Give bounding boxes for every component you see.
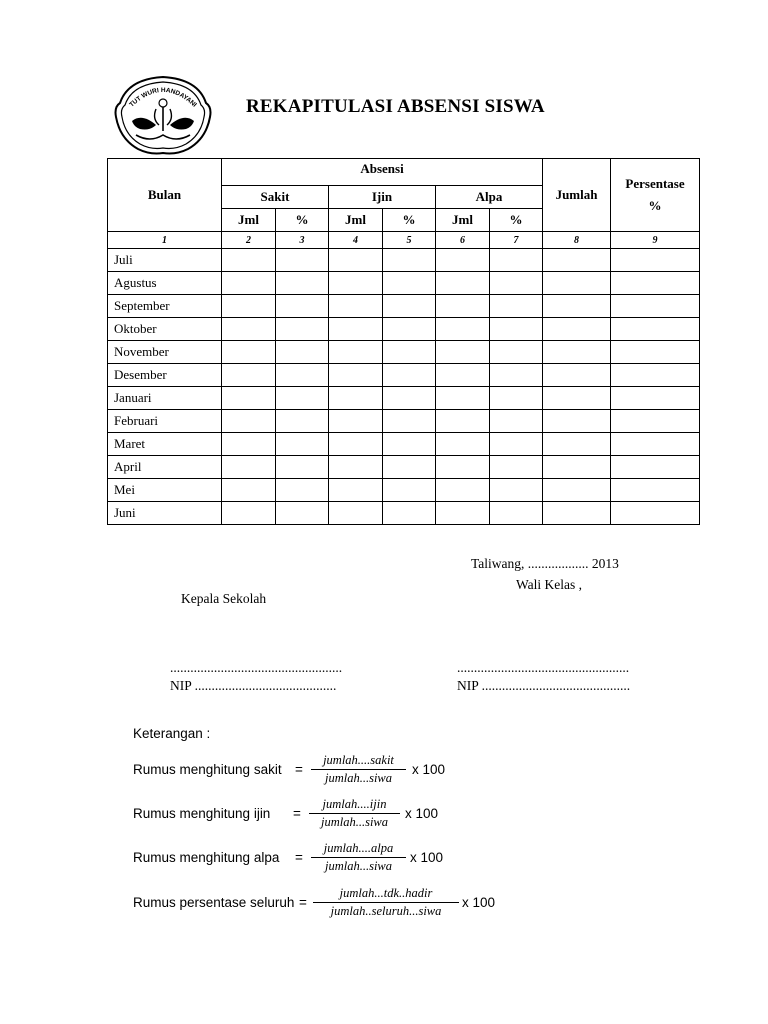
empty-cell <box>436 364 490 387</box>
empty-cell <box>436 387 490 410</box>
month-name: Januari <box>108 387 222 410</box>
month-name: Februari <box>108 410 222 433</box>
empty-cell <box>222 318 276 341</box>
wali-kelas-label: Wali Kelas , <box>516 577 583 592</box>
place-date: Taliwang, .................. 2013 <box>471 556 619 571</box>
empty-cell <box>490 387 543 410</box>
nip-right: NIP ............................................ <box>457 678 631 693</box>
formula-alpa-eq: = <box>295 850 303 865</box>
empty-cell <box>222 410 276 433</box>
signature-line-left: ................................................... <box>170 660 343 675</box>
empty-cell <box>222 456 276 479</box>
empty-cell <box>436 433 490 456</box>
empty-cell <box>276 456 329 479</box>
formula-sakit-times: x 100 <box>412 762 446 777</box>
tut-wuri-handayani-logo <box>106 73 220 157</box>
header-ijin: Ijin <box>329 186 436 209</box>
formula-seluruh-label: Rumus persentase seluruh <box>133 895 295 910</box>
header-ijin-pct: % <box>383 209 436 232</box>
formula-sakit-label: Rumus menghitung sakit <box>133 762 282 777</box>
empty-cell <box>276 502 329 525</box>
empty-cell <box>436 479 490 502</box>
empty-cell <box>383 272 436 295</box>
table-row <box>108 456 700 479</box>
formula-ijin-label: Rumus menghitung ijin <box>133 806 271 821</box>
empty-cell <box>383 456 436 479</box>
empty-cell <box>490 364 543 387</box>
empty-cell <box>490 341 543 364</box>
header-alpa: Alpa <box>436 186 543 209</box>
keterangan-label: Keterangan : <box>133 726 211 741</box>
empty-cell <box>543 295 611 318</box>
attendance-table <box>107 158 700 525</box>
empty-cell <box>276 433 329 456</box>
month-name: Juni <box>108 502 222 525</box>
month-name: Desember <box>108 364 222 387</box>
empty-cell <box>611 456 700 479</box>
header-persentase <box>611 159 700 232</box>
empty-cell <box>611 479 700 502</box>
empty-cell <box>611 318 700 341</box>
nip-left: NIP .......................................... <box>170 678 337 693</box>
empty-cell <box>543 433 611 456</box>
empty-cell <box>329 433 383 456</box>
empty-cell <box>436 295 490 318</box>
empty-cell <box>436 341 490 364</box>
signature-line-right: ................................................... <box>457 660 630 675</box>
header-persentase-label: Persentase <box>625 176 685 191</box>
formula-ijin-times: x 100 <box>405 806 439 821</box>
empty-cell <box>490 456 543 479</box>
empty-cell <box>329 502 383 525</box>
empty-cell <box>276 387 329 410</box>
empty-cell <box>490 479 543 502</box>
empty-cell <box>611 295 700 318</box>
month-name: April <box>108 456 222 479</box>
empty-cell <box>436 318 490 341</box>
formula-seluruh-times: x 100 <box>462 895 496 910</box>
formula-sakit-eq: = <box>295 762 303 777</box>
empty-cell <box>383 479 436 502</box>
formula-sakit-numerator: jumlah....sakit <box>323 753 394 767</box>
table-row <box>108 318 700 341</box>
month-name: Maret <box>108 433 222 456</box>
empty-cell <box>222 295 276 318</box>
empty-cell <box>543 272 611 295</box>
empty-cell <box>436 249 490 272</box>
empty-cell <box>436 272 490 295</box>
empty-cell <box>383 295 436 318</box>
empty-cell <box>222 502 276 525</box>
empty-cell <box>543 502 611 525</box>
empty-cell <box>490 249 543 272</box>
formula-sakit-fraction <box>311 753 406 786</box>
formula-alpa-numerator: jumlah....alpa <box>323 841 394 855</box>
empty-cell <box>611 341 700 364</box>
empty-cell <box>383 364 436 387</box>
empty-cell <box>383 433 436 456</box>
empty-cell <box>611 364 700 387</box>
formula-alpa-fraction <box>311 841 406 874</box>
kepala-sekolah-label: Kepala Sekolah <box>181 591 267 606</box>
header-alpa-pct: % <box>490 209 543 232</box>
table-row <box>108 295 700 318</box>
formula-alpa-label: Rumus menghitung alpa <box>133 850 280 865</box>
empty-cell <box>383 502 436 525</box>
empty-cell <box>543 387 611 410</box>
empty-cell <box>543 410 611 433</box>
table-row <box>108 364 700 387</box>
header-sakit: Sakit <box>222 186 329 209</box>
empty-cell <box>490 272 543 295</box>
empty-cell <box>543 341 611 364</box>
empty-cell <box>222 272 276 295</box>
empty-cell <box>329 249 383 272</box>
empty-cell <box>383 341 436 364</box>
empty-cell <box>329 364 383 387</box>
empty-cell <box>490 295 543 318</box>
formula-seluruh-eq: = <box>299 895 307 910</box>
page-title: REKAPITULASI ABSENSI SISWA <box>246 96 545 117</box>
header-absensi: Absensi <box>222 159 543 186</box>
empty-cell <box>329 272 383 295</box>
empty-cell <box>383 410 436 433</box>
formula-sakit-denominator: jumlah...siwa <box>324 771 393 785</box>
formula-alpa-times: x 100 <box>410 850 444 865</box>
month-name: Agustus <box>108 272 222 295</box>
empty-cell <box>276 295 329 318</box>
header-bulan: Bulan <box>108 159 222 232</box>
column-number: 7 <box>490 232 543 249</box>
empty-cell <box>490 433 543 456</box>
empty-cell <box>329 456 383 479</box>
empty-cell <box>436 456 490 479</box>
empty-cell <box>329 295 383 318</box>
empty-cell <box>543 479 611 502</box>
empty-cell <box>222 341 276 364</box>
empty-cell <box>611 249 700 272</box>
header-persentase-sign: % <box>648 198 662 213</box>
empty-cell <box>329 318 383 341</box>
empty-cell <box>543 364 611 387</box>
empty-cell <box>611 502 700 525</box>
column-number: 2 <box>222 232 276 249</box>
empty-cell <box>543 318 611 341</box>
column-number: 5 <box>383 232 436 249</box>
column-number: 9 <box>611 232 700 249</box>
logo-text: TUT WURI HANDAYANI <box>128 86 198 109</box>
empty-cell <box>436 410 490 433</box>
empty-cell <box>276 364 329 387</box>
column-number: 8 <box>543 232 611 249</box>
formula-ijin-denominator: jumlah...siwa <box>320 815 389 829</box>
empty-cell <box>222 479 276 502</box>
empty-cell <box>383 387 436 410</box>
table-row <box>108 341 700 364</box>
empty-cell <box>329 341 383 364</box>
table-row <box>108 502 700 525</box>
empty-cell <box>222 364 276 387</box>
column-number: 6 <box>436 232 490 249</box>
empty-cell <box>222 433 276 456</box>
month-name: September <box>108 295 222 318</box>
empty-cell <box>222 387 276 410</box>
empty-cell <box>276 272 329 295</box>
header-jumlah: Jumlah <box>543 159 611 232</box>
empty-cell <box>611 387 700 410</box>
empty-cell <box>222 249 276 272</box>
table-row <box>108 249 700 272</box>
empty-cell <box>490 318 543 341</box>
empty-cell <box>276 318 329 341</box>
empty-cell <box>611 272 700 295</box>
formula-ijin-fraction <box>309 797 400 830</box>
svg-text:TUT WURI HANDAYANI <box>128 87 198 109</box>
month-name: Juli <box>108 249 222 272</box>
formula-alpa-denominator: jumlah...siwa <box>324 859 393 873</box>
header-sakit-pct: % <box>276 209 329 232</box>
logo-emblem-icon <box>106 73 220 157</box>
empty-cell <box>383 249 436 272</box>
table-row <box>108 479 700 502</box>
empty-cell <box>276 479 329 502</box>
empty-cell <box>329 479 383 502</box>
column-number: 4 <box>329 232 383 249</box>
empty-cell <box>543 249 611 272</box>
table-row <box>108 387 700 410</box>
empty-cell <box>611 433 700 456</box>
empty-cell <box>490 502 543 525</box>
header-ijin-jml: Jml <box>329 209 383 232</box>
header-alpa-jml: Jml <box>436 209 490 232</box>
formula-seluruh-denominator: jumlah..seluruh...siwa <box>330 904 442 918</box>
empty-cell <box>543 456 611 479</box>
empty-cell <box>329 410 383 433</box>
formula-seluruh-fraction <box>313 886 459 919</box>
empty-cell <box>276 341 329 364</box>
empty-cell <box>436 502 490 525</box>
empty-cell <box>490 410 543 433</box>
column-number: 1 <box>108 232 222 249</box>
column-number-row <box>108 232 700 249</box>
header-sakit-jml: Jml <box>222 209 276 232</box>
empty-cell <box>276 249 329 272</box>
empty-cell <box>383 318 436 341</box>
formula-ijin-eq: = <box>293 806 301 821</box>
empty-cell <box>276 410 329 433</box>
column-number: 3 <box>276 232 329 249</box>
formula-seluruh-numerator: jumlah...tdk..hadir <box>339 886 433 900</box>
empty-cell <box>611 410 700 433</box>
table-row <box>108 410 700 433</box>
table-row <box>108 272 700 295</box>
month-name: Mei <box>108 479 222 502</box>
month-name: November <box>108 341 222 364</box>
table-row <box>108 433 700 456</box>
empty-cell <box>329 387 383 410</box>
formula-ijin-numerator: jumlah....ijin <box>322 797 387 811</box>
month-name: Oktober <box>108 318 222 341</box>
